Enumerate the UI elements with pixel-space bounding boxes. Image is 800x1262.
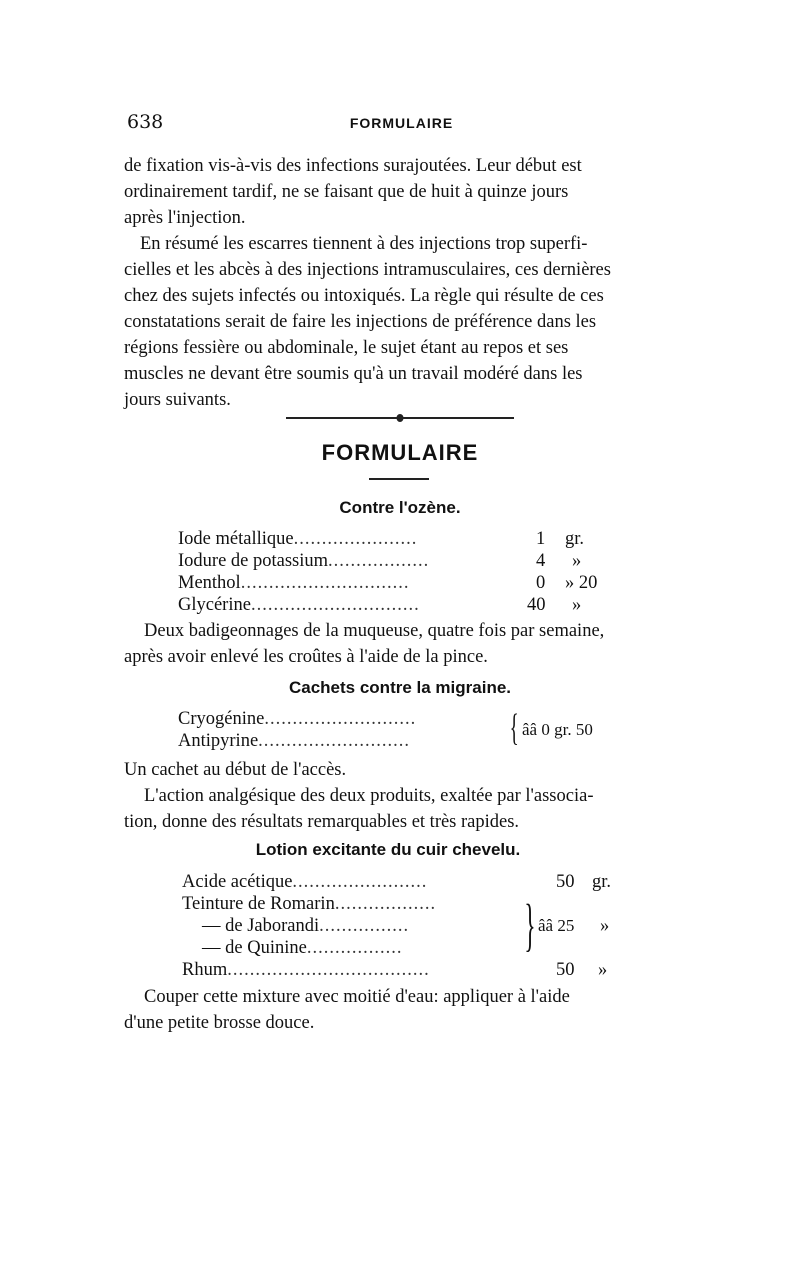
- text-line: constatations serait de faire les injections de préférence dans les: [124, 312, 597, 332]
- ingredient-unit: »: [598, 960, 608, 980]
- text-line: après l'injection.: [124, 208, 246, 228]
- ingredient-name: Menthol..............................: [178, 573, 410, 593]
- section-divider: [286, 417, 514, 419]
- text-line: après avoir enlevé les croûtes à l'aide de la pince.: [124, 647, 488, 667]
- text-line: muscles ne devant être soumis qu'à un travail modéré dans les: [124, 364, 583, 384]
- recipe-instructions: [124, 757, 676, 835]
- running-title: FORMULAIRE: [349, 115, 454, 131]
- grouping-brace: }: [524, 892, 536, 957]
- ingredient-qty: 50: [556, 872, 575, 892]
- ingredient-qty: 1: [536, 529, 546, 549]
- text-line: ordinairement tardif, ne se faisant que de huit à quinze jours: [124, 182, 569, 202]
- recipe-title: Contre l'ozène.: [339, 498, 461, 517]
- ingredient-unit: » 20: [565, 573, 598, 593]
- text-line: Un cachet au début de l'accès.: [124, 760, 347, 780]
- divider-ornament: [397, 414, 404, 422]
- text-line: cielles et les abcès à des injections intramusculaires, ces dernières: [124, 260, 611, 280]
- recipe-instructions: [124, 984, 676, 1036]
- text-line: Deux badigeonnages de la muqueuse, quatre fois par semaine,: [144, 621, 605, 641]
- ingredient-name: — de Jaborandi................: [202, 916, 410, 936]
- ingredient-name: Cryogénine...........................: [178, 709, 417, 729]
- section-title: FORMULAIRE: [321, 440, 479, 465]
- recipe-instructions: [124, 618, 676, 670]
- ingredient-name: — de Quinine.................: [202, 938, 403, 958]
- dose-unit: »: [600, 916, 610, 936]
- ingredient-qty: 40: [527, 595, 546, 615]
- page-number: 638: [127, 111, 164, 133]
- recipe-title: Lotion excitante du cuir chevelu.: [255, 840, 521, 859]
- ingredient-unit: gr.: [565, 529, 585, 549]
- page-header: [127, 111, 676, 137]
- ingredient-qty: 50: [556, 960, 575, 980]
- text-line: En résumé les escarres tiennent à des injections trop superfi-: [140, 234, 588, 254]
- text-line: jours suivants.: [124, 390, 231, 410]
- ingredient-unit: »: [572, 551, 582, 571]
- text-line: tion, donne des résultats remarquables et très rapides.: [124, 812, 520, 832]
- ingredient-qty: 4: [536, 551, 546, 571]
- ingredient-name: Teinture de Romarin..................: [182, 894, 437, 914]
- text-line: L'action analgésique des deux produits, exaltée par l'associa-: [144, 786, 594, 806]
- dose-value: ââ 25: [538, 916, 575, 935]
- ingredient-unit: »: [572, 595, 582, 615]
- text-line: d'une petite brosse douce.: [124, 1013, 315, 1033]
- ingredient-name: Iodure de potassium..................: [178, 551, 430, 571]
- ingredient-name: Acide acétique........................: [182, 872, 428, 892]
- text-line: régions fessière ou abdominale, le sujet étant au repos et ses: [124, 338, 569, 358]
- text-line: Couper cette mixture avec moitié d'eau: appliquer à l'aide: [144, 987, 570, 1007]
- recipe-title: Cachets contre la migraine.: [288, 678, 512, 697]
- ingredient-qty: 0: [536, 573, 546, 593]
- grouping-brace: {: [509, 707, 519, 749]
- ingredient-name: Glycérine..............................: [178, 595, 420, 615]
- ingredient-name: Rhum....................................: [182, 960, 430, 980]
- ingredient-unit: gr.: [592, 872, 612, 892]
- intro-paragraph: [124, 153, 676, 413]
- title-underline: [369, 478, 429, 480]
- text-line: chez des sujets infectés ou intoxiqués. La règle qui résulte de ces: [124, 286, 604, 306]
- ingredient-name: Antipyrine...........................: [178, 731, 411, 751]
- dose-value: ââ 0 gr. 50: [522, 720, 593, 739]
- ingredient-name: Iode métallique......................: [178, 529, 418, 549]
- text-line: de fixation vis-à-vis des infections surajoutées. Leur début est: [124, 156, 582, 176]
